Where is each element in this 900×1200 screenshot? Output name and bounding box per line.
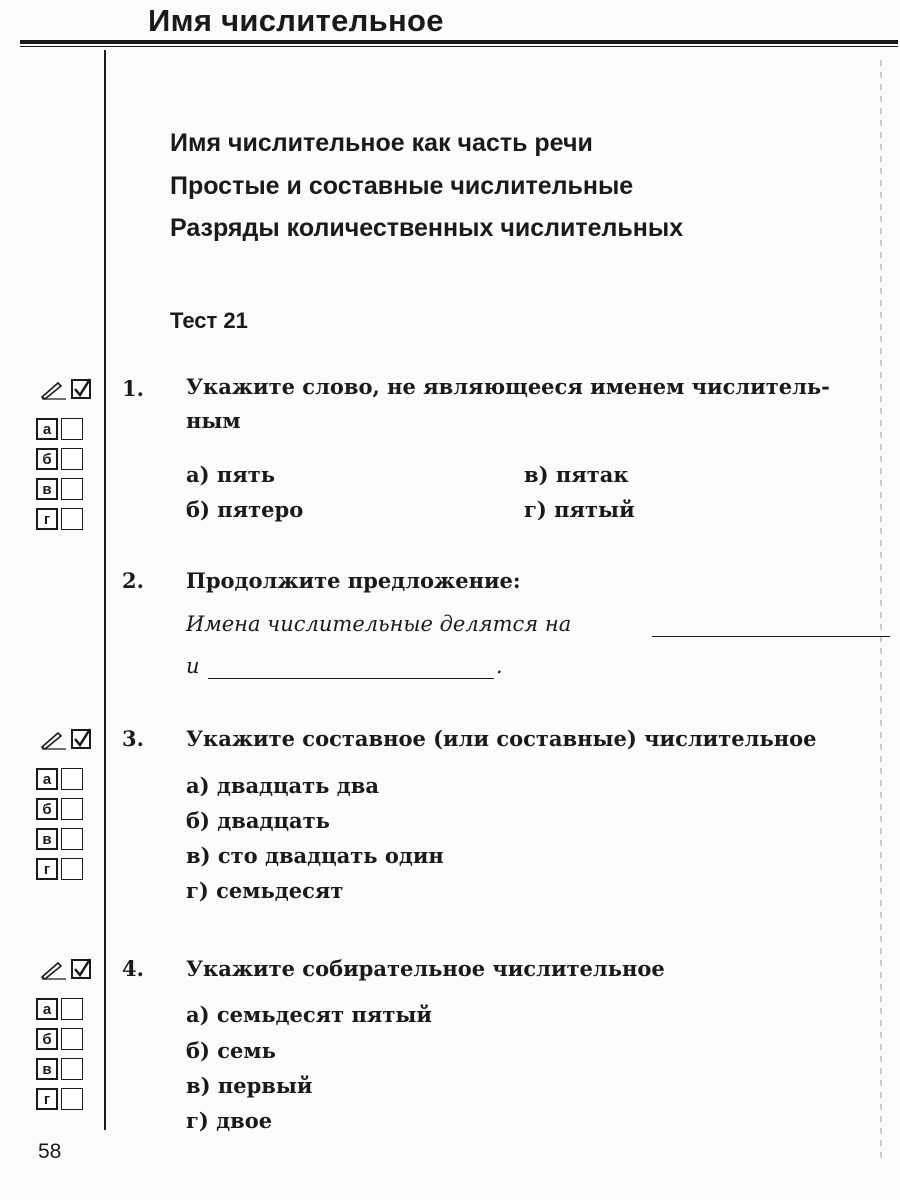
question-number: 3. (122, 726, 144, 751)
answer-checkboxes-q3 (36, 768, 92, 888)
checkbox-letter: а (36, 768, 58, 790)
section-title-1: Имя числительное как часть речи (170, 129, 593, 157)
checkbox-letter: г (36, 1088, 58, 1110)
question-text: Укажите собирательное числительное (186, 956, 665, 981)
page-header-title: Имя числительное (148, 3, 444, 38)
question-text: Продолжите предложение: (186, 568, 521, 593)
answer-option: а) семьдесят пятый (186, 1002, 433, 1027)
pen-check-icon (40, 727, 96, 751)
answer-option: г) пятый (524, 497, 635, 522)
checkbox-letter: б (36, 798, 58, 820)
test-title: Тест 21 (170, 308, 248, 333)
bleed-through-mark (880, 60, 882, 1160)
answer-checkboxes-q4 (36, 998, 92, 1118)
answer-option: а) пять (186, 462, 276, 487)
answer-checkbox[interactable] (61, 508, 83, 530)
fill-in-sentence: Имена числительные делятся на (186, 612, 572, 636)
pen-check-icon (40, 957, 96, 981)
checkbox-letter: б (36, 1028, 58, 1050)
question-text-line: Укажите слово, не являющееся именем числитель- (186, 374, 830, 399)
fill-in-blank[interactable] (652, 612, 890, 637)
question-number: 4. (122, 956, 144, 981)
checkbox-letter: б (36, 448, 58, 470)
question-text (186, 370, 886, 438)
answer-option: а) двадцать два (186, 773, 379, 798)
question-text: Укажите составное (или составные) числительное (186, 726, 817, 751)
checkbox-letter: г (36, 508, 58, 530)
checkbox-letter: в (36, 828, 58, 850)
answer-option: в) первый (186, 1073, 313, 1098)
answer-option: в) сто двадцать один (186, 843, 444, 868)
answer-option: г) семьдесят (186, 878, 344, 903)
answer-option: б) пятеро (186, 497, 304, 522)
section-title-3: Разряды количественных числительных (170, 214, 684, 242)
checkbox-letter: а (36, 418, 58, 440)
section-title-2: Простые и составные числительные (170, 172, 634, 200)
answer-option: г) двое (186, 1108, 273, 1133)
answer-checkbox[interactable] (61, 1058, 83, 1080)
answer-option: б) семь (186, 1038, 276, 1063)
header-rule (20, 40, 898, 44)
fill-in-conjunction: и (186, 654, 200, 678)
header-rule-thin (20, 46, 898, 47)
question-number: 1. (122, 376, 144, 401)
pen-check-icon (40, 377, 96, 401)
answer-option: б) двадцать (186, 808, 330, 833)
checkbox-letter: а (36, 998, 58, 1020)
margin-rule (104, 50, 106, 1130)
answer-checkbox[interactable] (61, 418, 83, 440)
fill-in-period: . (496, 654, 503, 678)
answer-checkbox[interactable] (61, 828, 83, 850)
fill-in-blank[interactable] (208, 654, 494, 679)
page-number: 58 (38, 1140, 62, 1163)
answer-checkbox[interactable] (61, 858, 83, 880)
question-text-line: ным (186, 408, 241, 433)
answer-checkbox[interactable] (61, 798, 83, 820)
answer-option: в) пятак (524, 462, 629, 487)
checkbox-letter: г (36, 858, 58, 880)
answer-checkbox[interactable] (61, 478, 83, 500)
answer-checkbox[interactable] (61, 1028, 83, 1050)
checkbox-letter: в (36, 478, 58, 500)
answer-checkbox[interactable] (61, 768, 83, 790)
question-number: 2. (122, 568, 144, 593)
answer-checkbox[interactable] (61, 448, 83, 470)
answer-checkbox[interactable] (61, 998, 83, 1020)
checkbox-letter: в (36, 1058, 58, 1080)
answer-checkboxes-q1 (36, 418, 92, 538)
answer-checkbox[interactable] (61, 1088, 83, 1110)
